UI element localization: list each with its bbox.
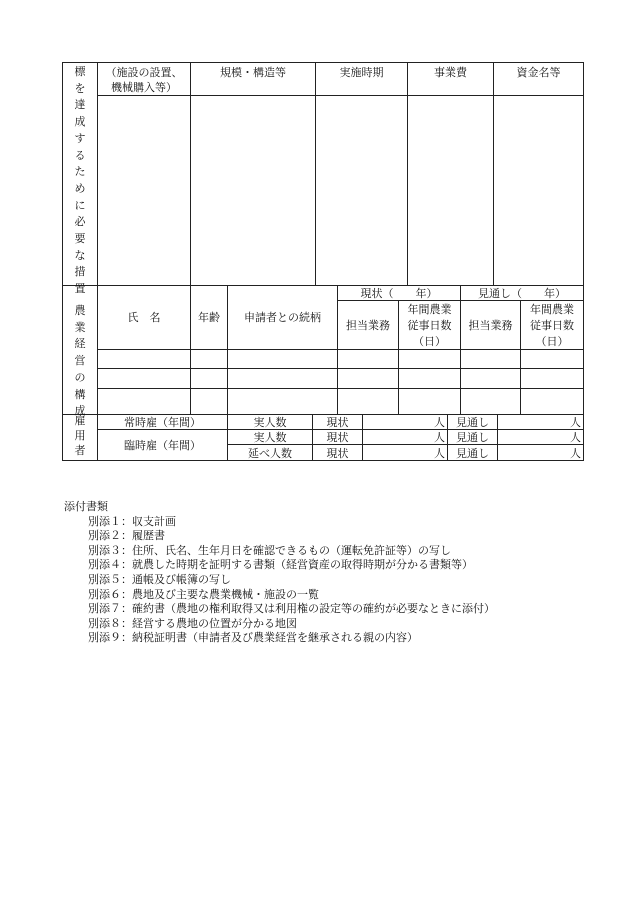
- attachment-item: 別添７：確約書（農地の権利取得又は利用権の設定等の確約が必要なときに添付）: [88, 602, 495, 616]
- emp-row-line-2: [227, 444, 584, 445]
- attachment-item: 別添２：履歴書: [88, 529, 165, 543]
- attachments-title: 添付書類: [64, 500, 108, 513]
- attachment-item: 別添６：農地及び主要な農業機械・施設の一覧: [88, 587, 319, 601]
- col-facility-line-1: （施設の設置、: [105, 66, 183, 79]
- comp-row-line-1: [97, 349, 584, 350]
- attachment-item: 別添９：納税証明書（申請者及び農業経営を継承される親の内容）: [88, 631, 418, 645]
- attachment-item: 別添４：就農した時期を証明する書類（経営資産の取得時期が分かる書類等）: [88, 558, 473, 572]
- current-days-line-1: 年間農業: [407, 303, 452, 316]
- emp-divider-outlook: [497, 414, 498, 461]
- comp-row-line-2: [97, 368, 584, 369]
- attachment-item: 別添３：住所、氏名、生年月日を確認できるもの（運転免許証等）の写し: [88, 543, 451, 557]
- emp-row-line-1: [97, 429, 584, 430]
- label-column-divider: [97, 62, 98, 461]
- col-cost-header: 事業費: [434, 66, 467, 79]
- comp-row-line-3: [97, 388, 584, 389]
- comp-subheader-line: [337, 300, 584, 301]
- col-facility-line-2: 機械購入等）: [111, 81, 177, 94]
- comp-divider-outlook: [520, 301, 521, 415]
- col-timing-header: 実施時期: [339, 66, 384, 79]
- measures-header-line: [97, 95, 584, 96]
- attachment-item: 別添１：収支計画: [88, 514, 176, 528]
- measures-divider-2: [315, 62, 316, 286]
- measures-divider-3: [407, 62, 408, 286]
- comp-divider-name: [190, 285, 191, 415]
- measures-divider-1: [190, 62, 191, 286]
- comp-divider-current: [398, 301, 399, 415]
- col-scale-header: 規模・構造等: [220, 66, 286, 79]
- outlook-days-line-2: 従事日数: [530, 319, 574, 332]
- attachment-item: 別添５：通帳及び帳簿の写し: [88, 572, 231, 586]
- comp-bottom-line: [62, 414, 584, 415]
- col-name-header: 氏 名: [127, 311, 161, 324]
- outlook-year-header: 見通し（ 年）: [478, 287, 566, 300]
- row1-count-label: 実人数: [253, 416, 287, 429]
- col-fund-header: 資金名等: [516, 66, 561, 79]
- emp-divider-current: [362, 414, 363, 461]
- outlook-days-line-1: 年間農業: [530, 303, 574, 316]
- current-duty-header: 担当業務: [346, 319, 390, 332]
- measures-divider-4: [493, 62, 494, 286]
- row1-current-label: 現状: [326, 416, 349, 429]
- row2-current-label: 現状: [326, 431, 349, 444]
- permanent-label: 常時雇（年間）: [124, 416, 201, 429]
- row2-outlook-unit: 人: [570, 431, 581, 444]
- current-days-line-3: （日）: [413, 335, 446, 348]
- outlook-days-line-3: （日）: [535, 335, 569, 348]
- row2-count-label: 実人数: [253, 431, 287, 444]
- comp-divider-age: [227, 285, 228, 415]
- comp-divider-mid: [460, 285, 461, 415]
- measures-bottom-line: [62, 285, 584, 286]
- row3-outlook-label: 見通し: [456, 447, 489, 460]
- attachments-list: [64, 500, 604, 646]
- row3-current-unit: 人: [434, 447, 445, 460]
- employees-side-label: 雇用者: [74, 414, 86, 457]
- attachment-item: 別添８：経営する農地の位置が分かる地図: [88, 616, 297, 630]
- table-border-right: [583, 62, 584, 461]
- measures-side-label: 標を達成するために必要な措置: [74, 65, 86, 296]
- row2-outlook-label: 見通し: [456, 431, 489, 444]
- temporary-label: 臨時雇（年間）: [124, 439, 201, 452]
- comp-divider-relation: [337, 285, 338, 415]
- table-border-top: [62, 62, 584, 63]
- table-border-bottom: [62, 460, 584, 461]
- current-days-line-2: 従事日数: [407, 319, 452, 332]
- col-age-header: 年齢: [198, 311, 220, 324]
- row3-current-label: 現状: [326, 447, 349, 460]
- row1-current-unit: 人: [434, 416, 445, 429]
- col-relation-header: 申請者との続柄: [244, 311, 321, 324]
- row1-outlook-label: 見通し: [456, 416, 489, 429]
- outlook-duty-header: 担当業務: [468, 319, 513, 332]
- row2-current-unit: 人: [434, 431, 445, 444]
- current-year-header: 現状（ 年）: [360, 287, 438, 300]
- row1-outlook-unit: 人: [570, 416, 581, 429]
- row3-count-label: 延べ人数: [248, 447, 292, 460]
- composition-side-label: 農業経営の構成: [74, 304, 86, 418]
- row3-outlook-unit: 人: [570, 447, 581, 460]
- table-border-left: [62, 62, 63, 461]
